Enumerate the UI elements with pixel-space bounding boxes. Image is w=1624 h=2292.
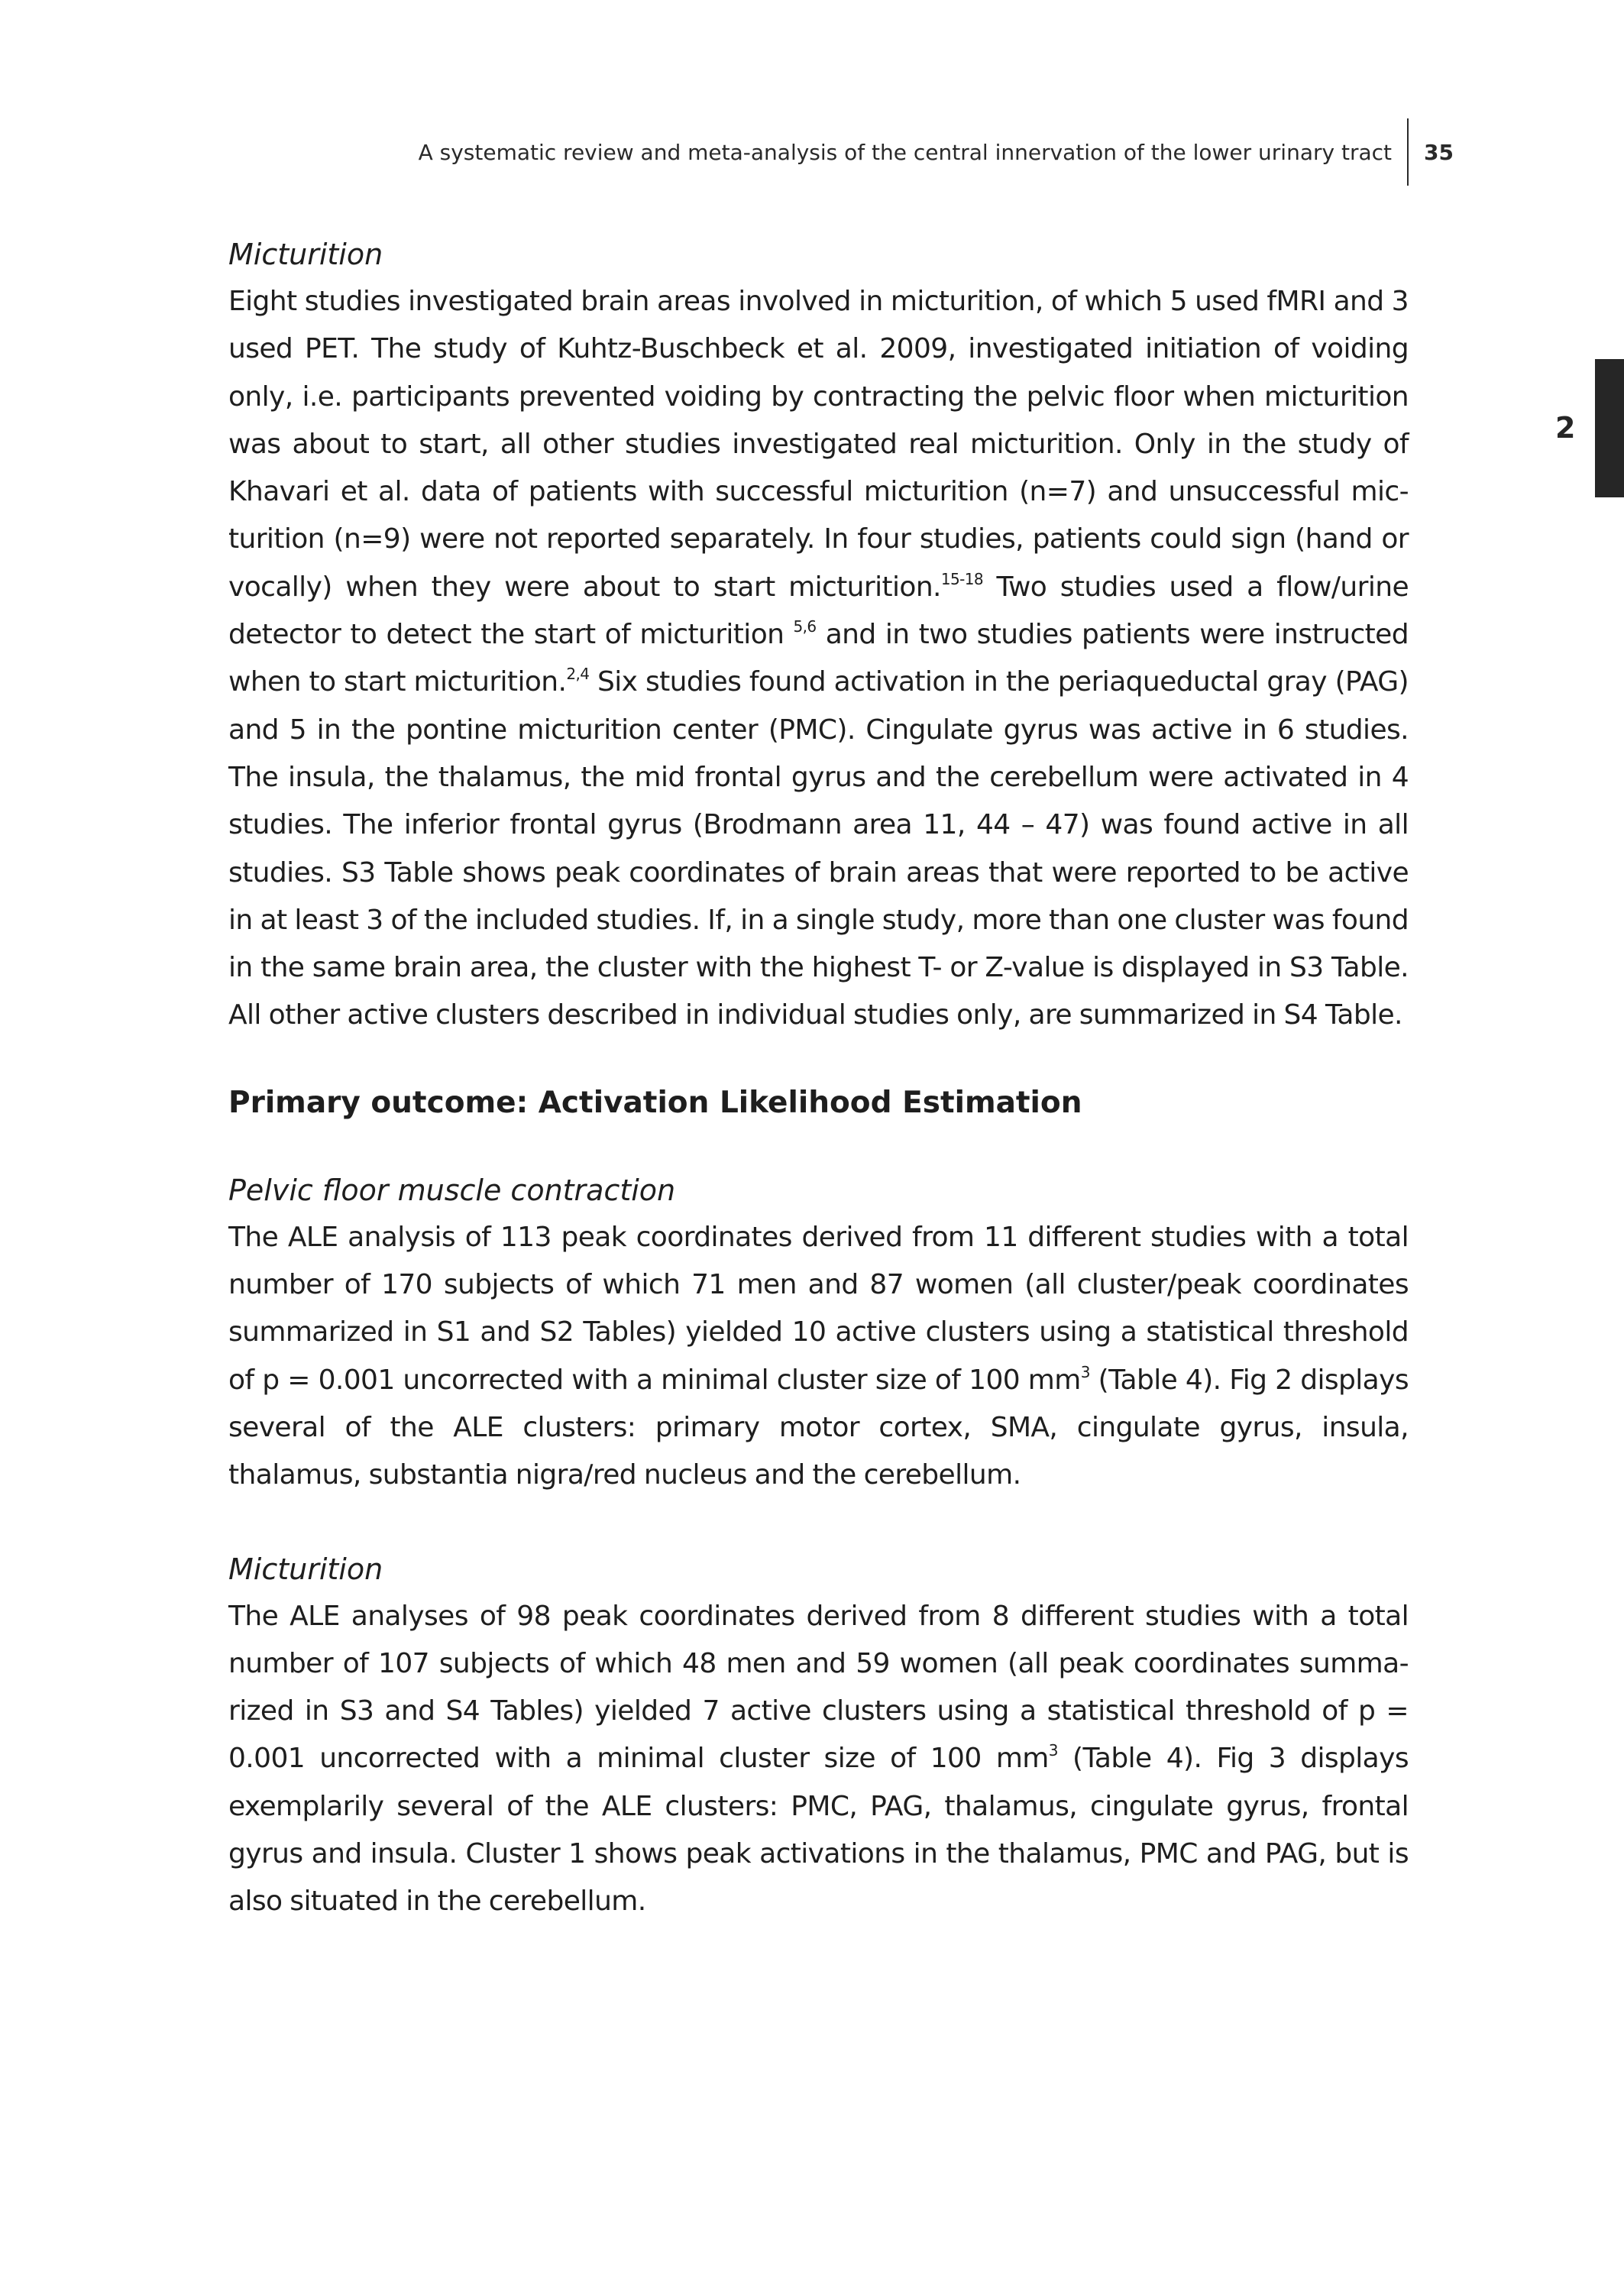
reference-superscript: 15-18: [940, 569, 984, 588]
unit-superscript: 3: [1048, 1741, 1058, 1760]
running-title: A systematic review and meta-analysis of the central innervation of the lower urinary tract: [418, 140, 1392, 165]
page-number: 35: [1424, 140, 1454, 165]
micturition-ale-subheading: Micturition: [228, 1552, 383, 1586]
paragraph-text: Two studies used a flow/urine detector to detect the start of micturition: [228, 571, 1409, 651]
paragraph-text: The ALE analysis of 113 peak coordinates derived from 11 different studies with a total number of 170 subjects of which 71 men and 87 women (all cluster/peak coordinates summarized in S1 and S2 Tables) yielded 10 active clusters using a statistical threshold of p = 0.001 uncorrected with a minimal cluster size of 100 mm: [228, 1221, 1409, 1396]
pelvic-floor-paragraph: [228, 1214, 1409, 1500]
paragraph-text: (Table 4). Fig 2 displays several of the ALE clusters: primary motor cortex, SMA, cingulate gyrus, insula, thalamus, substantia nigra/red nucleus and the cerebellum.: [228, 1364, 1409, 1491]
paragraph-text: (Table 4). Fig 3 displays exemplarily several of the ALE clusters: PMC, PAG, thalamus, cingulate gyrus, frontal gyrus and insula. Cluster 1 shows peak activations in the thalamus, PMC and PAG, but is also situated in the cerebellum.: [228, 1743, 1409, 1918]
body-text: [228, 231, 1409, 1926]
micturition-subheading: Micturition: [228, 238, 383, 271]
reference-superscript: 2,4: [566, 665, 590, 684]
pelvic-floor-subheading: Pelvic floor muscle contraction: [228, 1173, 676, 1207]
chapter-tab-bar: [1595, 359, 1624, 497]
chapter-number: 2: [1555, 411, 1576, 445]
primary-outcome-heading: Primary outcome: Activation Likelihood Estimation: [228, 1085, 1082, 1120]
paragraph-text: Eight studies investigated brain areas involved in micturition, of which 5 used fMRI and 3 used PET. The study of Kuhtz-Buschbeck et al. 2009, investigated initiation of voiding only, i.e. participants prevented voiding by contracting the pelvic floor when micturition was about to start, all other studies investigated real micturition. Only in the study of Khavari et al. data of patients with successful micturition (n=7) and unsuccessful mic-turition (n=9) were not reported separately. In four studies, patients could sign (hand or vocally) when they were about to start micturition.: [228, 286, 1409, 603]
unit-superscript: 3: [1080, 1362, 1090, 1381]
paragraph-text: Six studies found activation in the periaqueductal gray (PAG) and 5 in the pontine micturition center (PMC). Cingulate gyrus was active in 6 studies. The insula, the thalamus, the mid frontal gyrus and the cerebellum were activated in 4 studies. The inferior frontal gyrus (Brodmann area 11, 44 – 47) was found active in all studies. S3 Table shows peak coordinates of brain areas that were reported to be active in at least 3 of the included studies. If, in a single study, more than one cluster was found in the same brain area, the cluster with the highest T- or Z-value is displayed in S3 Table. All other active clusters described in individual studies only, are summarized in S4 Table.: [228, 666, 1409, 1031]
micturition-ale-paragraph: [228, 1593, 1409, 1926]
header-divider: [1407, 118, 1409, 186]
section-gap: [228, 1500, 1409, 1546]
paragraph-text: and in two studies patients were instructed when to start micturition.: [228, 619, 1409, 698]
micturition-results-paragraph: [228, 278, 1409, 1040]
paragraph-text: The ALE analyses of 98 peak coordinates derived from 8 different studies with a total number of 107 subjects of which 48 men and 59 women (all peak coordinates summa-rized in S3 and S4 Tables) yielded 7 active clusters using a statistical threshold of p = 0.001 uncorrected with a minimal cluster size of 100 mm: [228, 1600, 1409, 1775]
reference-superscript: 5,6: [793, 617, 817, 636]
